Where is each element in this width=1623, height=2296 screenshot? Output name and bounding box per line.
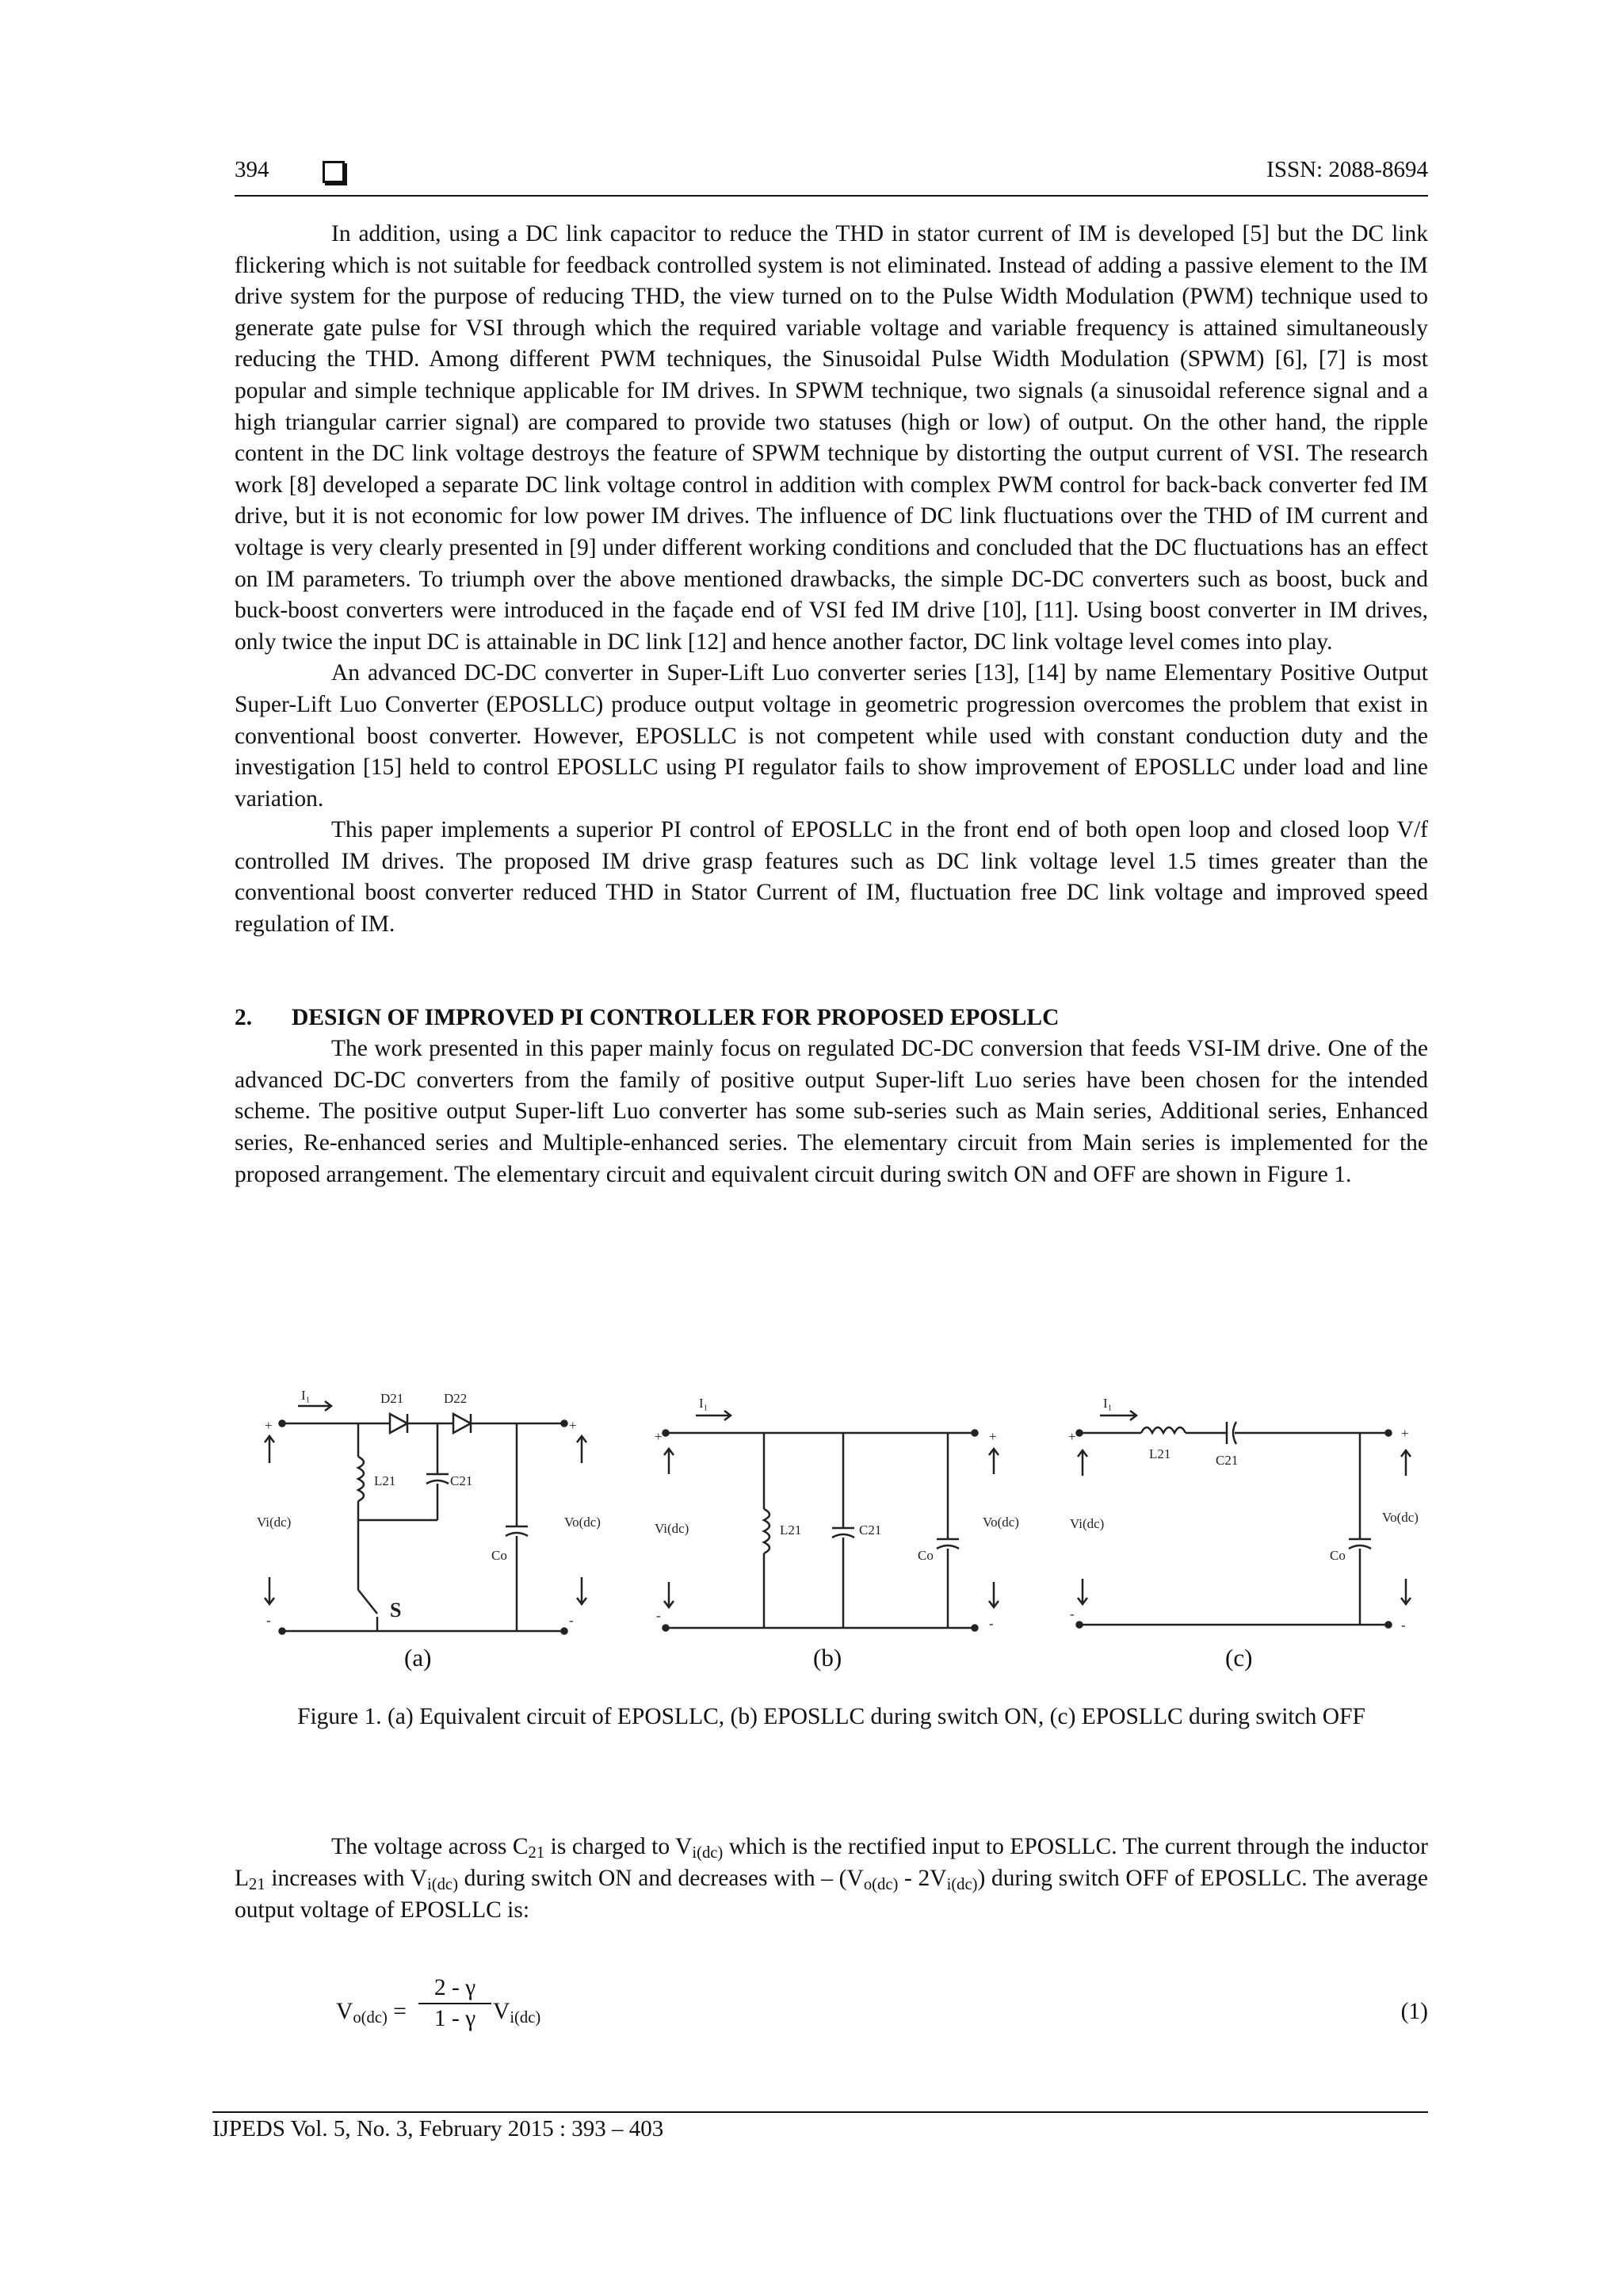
issn: ISSN: 2088-8694 xyxy=(1266,157,1428,182)
label-c-current: I₁ xyxy=(1103,1396,1113,1411)
figure-caption: Figure 1. (a) Equivalent circuit of EPOSLLC, (b) EPOSLLC during switch ON, (c) EPOSLLC during switch OFF xyxy=(297,1704,1365,1729)
subfigure-label-b: (b) xyxy=(813,1644,842,1671)
label-b-minus-out: - xyxy=(989,1616,994,1631)
subscript: 21 xyxy=(528,1844,545,1862)
label-a-c21: C21 xyxy=(450,1473,473,1488)
eq-lhs-symbol: V xyxy=(336,1999,353,2024)
label-b-plus-in: + xyxy=(655,1429,663,1444)
section-title: DESIGN OF IMPROVED PI CONTROLLER FOR PROPOSED EPOSLLC xyxy=(292,1004,1060,1030)
section-paragraph: The work presented in this paper mainly focus on regulated DC-DC conversion that feeds VSI-IM drive. One of the advanced DC-DC converters from the family of positive output Super-lift Luo series have been chosen for the intended scheme. The positive output Super-lift Luo converter has some sub-series such as Main series, Additional series, Enhanced series, Re-enhanced series and Multiple-enhanced series. The elementary circuit from Main series is implemented for the proposed arrangement. The elementary circuit and equivalent circuit during switch ON and OFF are shown in Figure 1. xyxy=(235,1036,1428,1187)
label-a-switch: S xyxy=(390,1599,402,1622)
footer-rule xyxy=(212,2111,1428,2113)
label-a-co: Co xyxy=(491,1548,507,1563)
text-run: during switch ON and decreases with – (V xyxy=(457,1866,864,1891)
label-a-d21: D21 xyxy=(380,1391,404,1406)
circuit-diagrams xyxy=(255,1370,1428,1639)
circuit-c-labels xyxy=(1068,1396,1419,1633)
label-c-c21: C21 xyxy=(1216,1453,1239,1468)
paragraph-2: An advanced DC-DC converter in Super-Lift Luo converter series [13], [14] by name Elementary Positive Output Super-Lift Luo Converter (EPOSLLC) produce output voltage in geometric progression overcomes the problem that exist in conventional boost converter. However, EPOSLLC is not competent while used with constant conduction duty and the investigation [15] held to control EPOSLLC using PI regulator fails to show improvement of EPOSLLC under load and line variation. xyxy=(235,660,1428,812)
eq-denominator: 1 - γ xyxy=(433,2006,476,2031)
body-text-2 xyxy=(235,1831,1428,1926)
label-c-minus-out: - xyxy=(1401,1618,1406,1633)
text-run: increases with V xyxy=(265,1866,427,1891)
label-c-plus-in: + xyxy=(1068,1429,1076,1444)
label-b-plus-out: + xyxy=(989,1429,997,1444)
label-b-current: I₁ xyxy=(699,1396,708,1411)
label-a-vout: Vo(dc) xyxy=(564,1515,601,1530)
page-number: 394 xyxy=(235,157,269,182)
label-a-current: I₁ xyxy=(301,1388,311,1403)
text-run: ) during switch OFF of EPOSLLC. The average output voltage of EPOSLLC is: xyxy=(235,1866,1428,1923)
subfigure-label-a: (a) xyxy=(404,1644,432,1671)
circuit-a xyxy=(265,1401,586,1634)
circuit-c xyxy=(1077,1411,1411,1628)
label-c-l21: L21 xyxy=(1149,1446,1171,1461)
eq-lhs-subscript: o(dc) xyxy=(353,2009,388,2027)
subscript: i(dc) xyxy=(946,1876,978,1894)
body-text xyxy=(235,219,1428,1190)
label-a-vin: Vi(dc) xyxy=(257,1515,292,1530)
eq-equals: = xyxy=(393,1999,407,2024)
equation-number: (1) xyxy=(1400,1999,1428,2024)
equation-1 xyxy=(336,1967,1428,2054)
page-header xyxy=(235,157,1428,192)
page-footer: IJPEDS Vol. 5, No. 3, February 2015 : 393 – 403 xyxy=(212,2116,664,2141)
square-bullet-icon xyxy=(323,161,345,183)
label-b-vin: Vi(dc) xyxy=(655,1521,689,1536)
label-a-minus-in: - xyxy=(266,1613,271,1628)
subscript: i(dc) xyxy=(692,1844,724,1862)
equation-rhs xyxy=(493,1999,540,2025)
label-c-co: Co xyxy=(1330,1548,1346,1563)
label-a-minus-out: - xyxy=(569,1613,574,1628)
equation-fraction xyxy=(418,1975,491,2032)
text-run: is charged to V xyxy=(544,1834,693,1859)
label-a-plus-out: + xyxy=(569,1418,577,1433)
subscript: o(dc) xyxy=(863,1876,899,1894)
label-c-vout: Vo(dc) xyxy=(1382,1510,1419,1525)
label-a-l21: L21 xyxy=(374,1473,396,1488)
circuit-b-labels xyxy=(655,1396,1019,1631)
eq-rhs-subscript: i(dc) xyxy=(510,2009,541,2027)
equation-lhs xyxy=(336,1999,407,2025)
label-b-co: Co xyxy=(918,1548,934,1563)
label-b-l21: L21 xyxy=(780,1522,802,1538)
figure-1 xyxy=(255,1370,1428,1671)
section-number: 2. xyxy=(235,1004,253,1030)
label-b-vout: Vo(dc) xyxy=(983,1515,1019,1530)
label-b-c21: C21 xyxy=(859,1522,882,1538)
label-a-plus-in: + xyxy=(265,1418,273,1433)
label-b-minus-in: - xyxy=(656,1608,661,1623)
label-a-d22: D22 xyxy=(444,1391,468,1406)
paragraph-after-figure xyxy=(235,1831,1428,1926)
subscript: 21 xyxy=(249,1876,265,1894)
paragraph-1: In addition, using a DC link capacitor to reduce the THD in stator current of IM is developed [5] but the DC link flickering which is not suitable for feedback controlled system is not eliminated. Instead of adding a passive element to the IM drive system for the purpose of reducing THD, the view turned on to the Pulse Width Modulation (PWM) technique used to generate gate pulse for VSI through which the required variable voltage and variable frequency is attained simultaneously reducing the THD. Among different PWM techniques, the Sinusoidal Pulse Width Modulation (SPWM) [6], [7] is most popular and simple technique applicable for IM drives. In SPWM technique, two signals (a sinusoidal reference signal and a high triangular carrier signal) are compared to provide two statuses (high or low) of output. On the other hand, the ripple content in the DC link voltage destroys the feature of SPWM technique by distorting the output current of VSI. The research work [8] developed a separate DC link voltage control in addition with complex PWM control for back-back converter fed IM drive, but it is not economic for low power IM drives. The influence of DC link fluctuations over the THD of IM current and voltage is very clearly presented in [9] under different working conditions and concluded that the DC fluctuations has an effect on IM parameters. To triumph over the above mentioned drawbacks, the simple DC-DC converters such as boost, buck and buck-boost converters were introduced in the façade end of VSI fed IM drive [10], [11]. Using boost converter in IM drives, only twice the input DC is attainable in DC link [12] and hence another factor, DC link voltage level comes into play. xyxy=(235,221,1428,655)
eq-rhs-symbol: V xyxy=(493,1999,510,2024)
eq-numerator: 2 - γ xyxy=(418,1975,491,2004)
subfigure-label-c: (c) xyxy=(1225,1644,1253,1671)
circuit-b xyxy=(663,1411,999,1631)
text-run: which is the rectified input to EPOSLLC. The current through the inductor L xyxy=(235,1834,1428,1891)
label-c-minus-in: - xyxy=(1070,1606,1075,1622)
section-heading xyxy=(235,1003,1428,1034)
header-rule xyxy=(235,195,1428,197)
text-run: - 2V xyxy=(898,1866,947,1891)
paragraph-3: This paper implements a superior PI control of EPOSLLC in the front end of both open loop and closed loop V/f controlled IM drives. The proposed IM drive grasp features such as DC link voltage level 1.5 times greater than the conventional boost converter reduced THD in Stator Current of IM, fluctuation free DC link voltage and improved speed regulation of IM. xyxy=(235,817,1428,938)
label-c-plus-out: + xyxy=(1401,1426,1409,1441)
subscript: i(dc) xyxy=(426,1876,458,1894)
text-run: The voltage across C xyxy=(331,1834,529,1859)
label-c-vin: Vi(dc) xyxy=(1070,1516,1105,1531)
